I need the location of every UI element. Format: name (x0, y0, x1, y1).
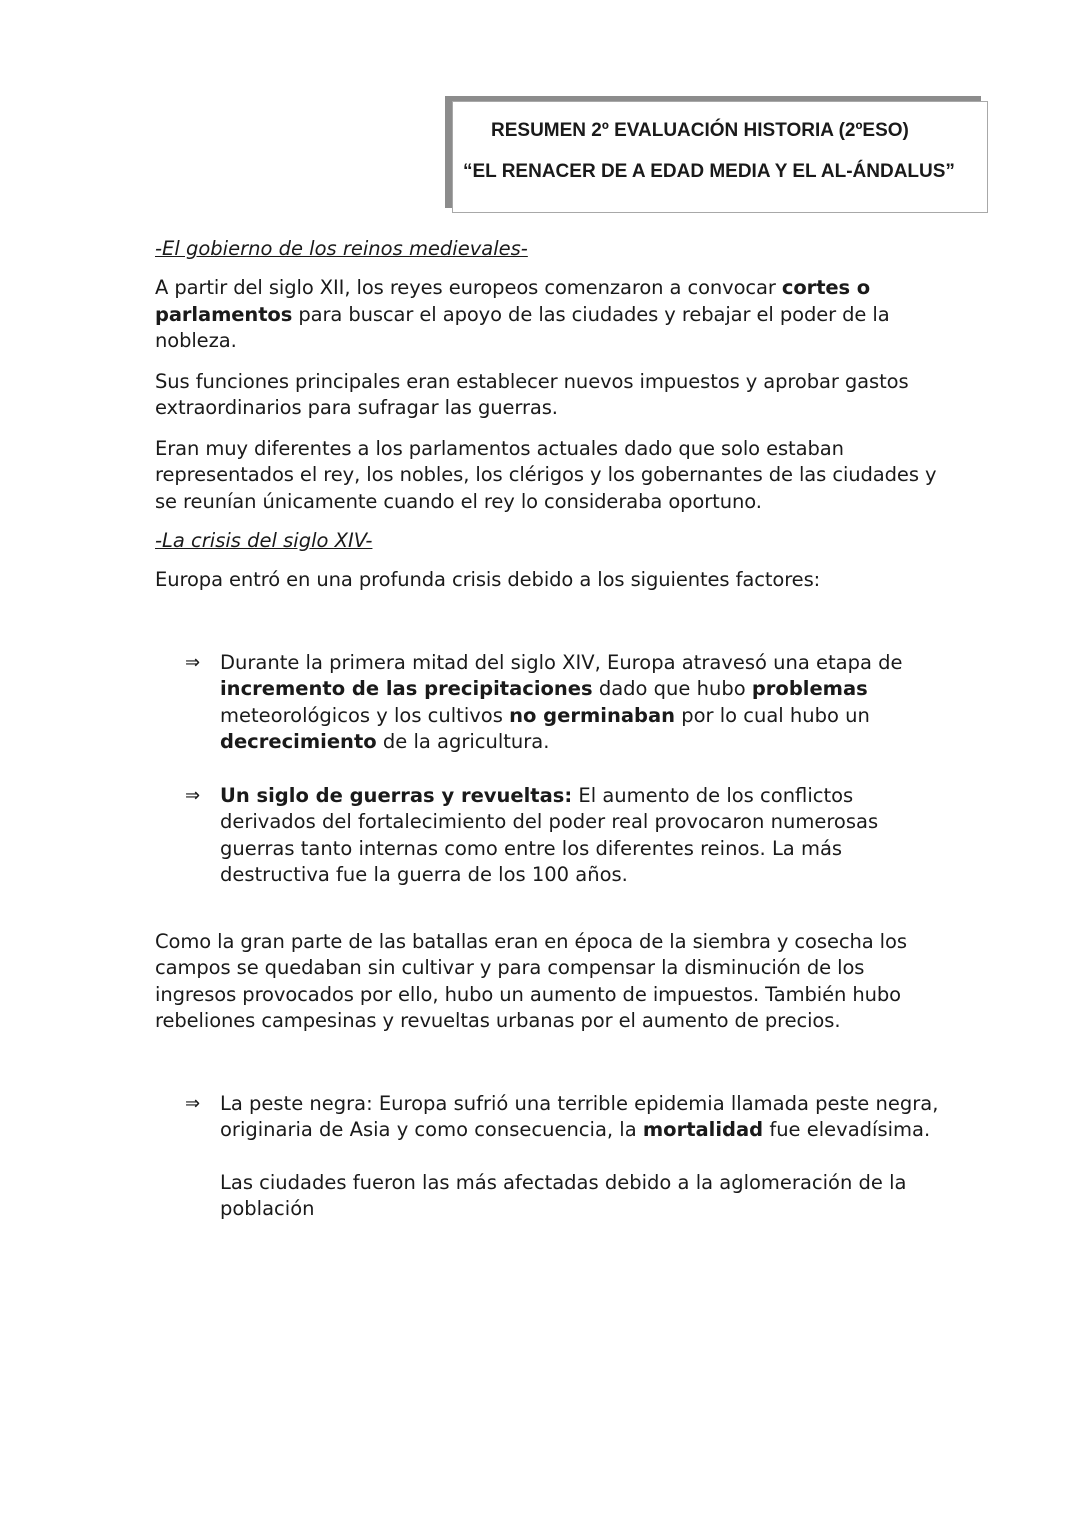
arrow-right-icon: ⇒ (185, 651, 201, 673)
arrow-right-icon: ⇒ (185, 784, 201, 806)
arrow-right-icon: ⇒ (185, 1092, 201, 1114)
paragraph-battles: Como la gran parte de las batallas eran en época de la siembra y cosecha los campos se quedaban sin cultivar y para compensar la disminución de los ingresos provocados por ello, hubo un aumento de impuestos. También hubo rebeliones campesinas y revueltas urbanas por el aumento de precios. (155, 929, 907, 1032)
section-heading-government: -El gobierno de los reinos medievales- (155, 237, 528, 260)
list-item-wars: ⇒ Un siglo de guerras y revueltas: El aumento de los conflictos derivados del fortalecimiento del poder real provocaron numerosas guerras tanto internas como entre los diferentes reinos. La más destructiva fue la guerra de los 100 años. (185, 783, 879, 886)
paragraph-cities-affected: Las ciudades fueron las más afectadas debido a la aglomeración de la población (220, 1170, 907, 1220)
paragraph-crisis-intro: Europa entró en una profunda crisis debido a los siguientes factores: (155, 568, 821, 591)
document-title: RESUMEN 2º EVALUACIÓN HISTORIA (2ºESO) (491, 120, 909, 141)
paragraph-functions: Sus funciones principales eran establecer nuevos impuestos y aprobar gastos extraordinarios para sufragar las guerras. (155, 369, 909, 419)
list-item-black-death: ⇒ La peste negra: Europa sufrió una terrible epidemia llamada peste negra, originaria de Asia y como consecuencia, la mortalidad fue elevadísima. (185, 1091, 939, 1141)
paragraph-cortes: A partir del siglo XII, los reyes europeos comenzaron a convocar cortes o parlamentos para buscar el apoyo de las ciudades y rebajar el poder de la nobleza. (155, 276, 890, 352)
document-body (155, 236, 945, 1223)
section-heading-crisis: -La crisis del siglo XIV- (155, 529, 373, 552)
title-box (452, 101, 988, 213)
paragraph-differences: Eran muy diferentes a los parlamentos actuales dado que solo estaban representados el rey, los nobles, los clérigos y los gobernantes de las ciudades y se reunían únicamente cuando el rey lo consideraba oportuno. (155, 436, 937, 513)
list-item-precipitation: ⇒ Durante la primera mitad del siglo XIV, Europa atravesó una etapa de incremento de las precipitaciones dado que hubo problemas meteorológicos y los cultivos no germinaban por lo cual hubo un decrecimiento de la agricultura. (185, 650, 903, 753)
document-subtitle: “EL RENACER DE A EDAD MEDIA Y EL AL-ÁNDALUS” (463, 161, 955, 182)
